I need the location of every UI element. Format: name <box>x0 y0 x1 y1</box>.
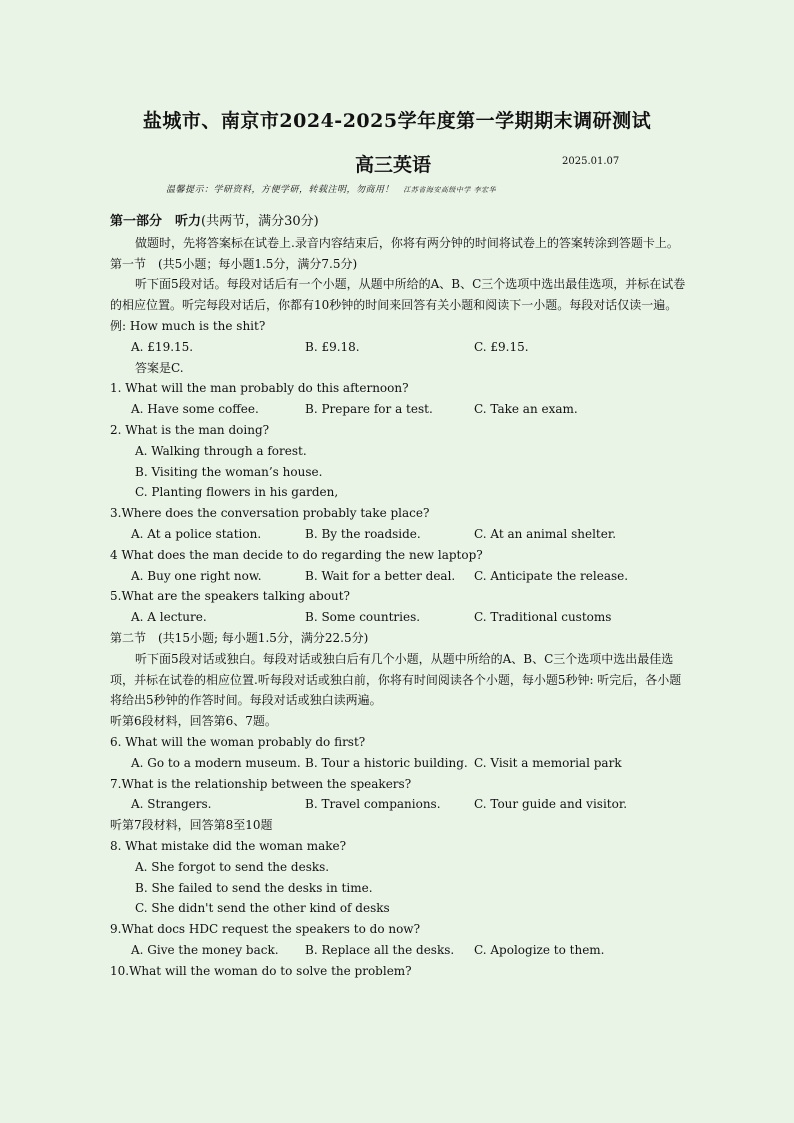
question-3-options <box>110 524 690 545</box>
material-6-note: 听第6段材料，回答第6、7题。 <box>110 714 277 729</box>
option-b: B. Visiting the woman’s house. <box>135 464 323 479</box>
option-c: C. Traditional customs <box>474 610 612 625</box>
example-options <box>110 337 690 358</box>
option-a: A. Have some coffee. <box>131 402 259 417</box>
question-7: 7.What is the relationship between the speakers? <box>110 776 412 791</box>
question-7-options <box>110 794 690 815</box>
exam-title: 盐城市、南京市2024-2025学年度第一学期期末调研测试 <box>142 110 652 132</box>
reminder-line <box>166 182 496 195</box>
option-c: C. At an animal shelter. <box>474 526 617 541</box>
question-6-options <box>110 753 690 774</box>
question-10: 10.What will the woman do to solve the problem? <box>110 963 412 978</box>
section2-heading: 第二节 (共15小题; 每小题1.5分，满分22.5分) <box>110 630 369 645</box>
option-c: C. Apologize to them. <box>474 942 605 957</box>
section1-heading: 第一节 (共5小题；每小题1.5分，满分7.5分) <box>110 256 358 271</box>
question-1-options <box>110 399 690 420</box>
option-a: A. At a police station. <box>131 526 262 541</box>
question-3: 3.Where does the conversation probably take place? <box>110 506 430 521</box>
exam-date: 2025.01.07 <box>562 156 620 167</box>
option-a: A. She forgot to send the desks. <box>135 859 330 874</box>
option-b: B. Tour a historic building. <box>305 755 468 770</box>
question-2: 2. What is the man doing? <box>110 422 270 437</box>
option-a: A. £19.15. <box>131 339 194 354</box>
part1-note: (共两节，满分30分) <box>201 214 319 229</box>
option-a: A. Give the money back. <box>131 942 279 957</box>
option-a: A. Buy one right now. <box>131 568 262 583</box>
option-b: B. By the roadside. <box>305 526 421 541</box>
exam-subtitle: 高三英语 <box>355 154 432 176</box>
option-a: A. Strangers. <box>131 797 212 812</box>
option-c: C. She didn't send the other kind of desks <box>135 901 390 916</box>
part1-title: 第一部分 听力 <box>110 214 202 229</box>
part1-heading <box>110 212 690 233</box>
question-8: 8. What mistake did the woman make? <box>110 838 347 853</box>
school-credit: 江苏省海安高级中学 李宏华 <box>403 186 497 194</box>
section2-instruction: 听下面5段对话或独白。每段对话或独白后有几个小题，从题中所给的A、B、C三个选项中选出最佳选项，并标在试卷的相应位置.听每段对话或独白前，你将有时间阅读各个小题，每小题5秒钟: 听完后，各小题将给出5秒钟的作答时间。每段对话或独白读两遍。 <box>110 651 682 708</box>
material-7-note: 听第7段材料，回答第8至10题 <box>110 818 273 833</box>
option-b: B. Prepare for a test. <box>305 402 433 417</box>
section1-instruction: 听下面5段对话。每段对话后有一个小题，从题中所给的A、B、C三个选项中选出最佳选项，并标在试卷的相应位置。听完每段对话后，你都有10秒钟的时间来回答有关小题和阅读下一小题。每段对话仅读一遍。 <box>110 277 686 313</box>
option-b: B. Travel companions. <box>305 797 441 812</box>
example-question: 例: How much is the shit? <box>110 318 266 333</box>
option-a: A. A lecture. <box>131 610 207 625</box>
option-a: A. Go to a modern museum. <box>131 755 301 770</box>
option-c: C. Tour guide and visitor. <box>474 797 628 812</box>
option-a: A. Walking through a forest. <box>135 443 307 458</box>
option-c: C. Take an exam. <box>474 402 578 417</box>
option-c: C. £9.15. <box>474 339 529 354</box>
question-5: 5.What are the speakers talking about? <box>110 589 350 604</box>
question-1: 1. What will the man probably do this afternoon? <box>110 381 409 396</box>
question-9-options <box>110 940 690 961</box>
question-9: 9.What docs HDC request the speakers to do now? <box>110 922 421 937</box>
option-c: C. Anticipate the release. <box>474 568 629 583</box>
option-b: B. Replace all the desks. <box>305 942 455 957</box>
question-5-options <box>110 607 690 628</box>
example-answer: 答案是C. <box>135 360 184 375</box>
reminder-text: 温馨提示：学研资料，方便学研，转载注明，勿商用！ <box>166 185 395 195</box>
exam-content <box>110 212 690 981</box>
part1-instruction: 做题时，先将答案标在试卷上.录音内容结束后，你将有两分钟的时间将试卷上的答案转涂到答题卡上。 <box>135 235 679 250</box>
question-6: 6. What will the woman probably do first? <box>110 734 366 749</box>
option-b: B. £9.18. <box>305 339 360 354</box>
question-4: 4 What does the man decide to do regarding the new laptop? <box>110 547 483 562</box>
option-b: B. Wait for a better deal. <box>305 568 456 583</box>
option-b: B. Some countries. <box>305 610 421 625</box>
option-c: C. Visit a memorial park <box>474 755 622 770</box>
option-b: B. She failed to send the desks in time. <box>135 880 373 895</box>
question-4-options <box>110 566 690 587</box>
option-c: C. Planting flowers in his garden, <box>135 485 339 500</box>
